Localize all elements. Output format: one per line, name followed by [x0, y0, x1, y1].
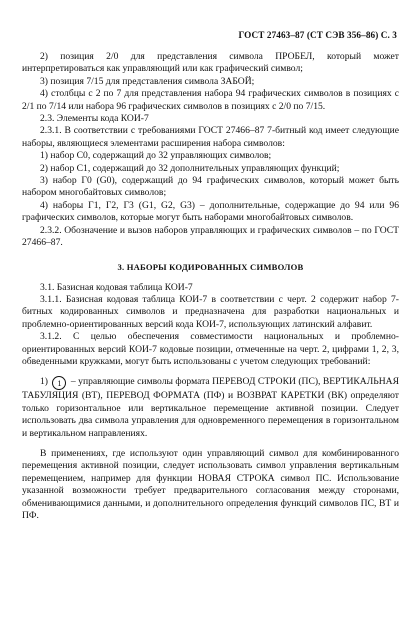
- list-item-3: 3) позиция 7/15 для представления символа ЗАБОЙ;: [40, 75, 255, 87]
- requirement-item-1: [22, 376, 399, 440]
- set-item-1: 1) набор С0, содержащий до 32 управляющих символов;: [40, 150, 272, 162]
- subsection-heading-3-1: 3.1. Базисная кодовая таблица КОИ-7: [40, 281, 193, 293]
- requirement-text: – управляющие символы формата ПЕРЕВОД СТРОКИ (ПС), ВЕРТИКАЛЬНАЯ ТАБУЛЯЦИЯ (ВТ), ПЕРЕВОД ФОРМАТА (ПФ) и ВОЗВРАТ КАРЕТКИ (ВК) определяют только горизонтальное или вертикальное перемещение активной позиции. Следует использовать два символа управления для одновременного перемещения в горизонтальном и вертикальном направлениях.: [22, 376, 399, 439]
- set-item-4: 4) наборы Г1, Г2, Г3 (G1, G2, G3) – дополнительные, содержащие до 94 или 96 графических символов, которые могут быть наборами многобайтовых символов.: [22, 199, 399, 224]
- set-item-2: 2) набор С1, содержащий до 32 дополнительных управляющих функций;: [40, 162, 340, 174]
- paragraph-2-3-1: 2.3.1. В соответствии с требованиями ГОСТ 27466–87 7-битный код имеет следующие наборы, являющиеся элементами расширения набора символов:: [22, 125, 399, 149]
- item-number: 1): [40, 376, 48, 388]
- list-item-4: 4) столбцы с 2 по 7 для представления набора 94 графических символов в позициях с 2/1 по 7/14 или набора 96 графических символов в позициях с 2/0 по 7/15.: [22, 88, 399, 112]
- section-title-3: 3. НАБОРЫ КОДИРОВАННЫХ СИМВОЛОВ: [117, 261, 304, 272]
- paragraph-3-1-1: 3.1.1. Базисная кодовая таблица КОИ-7 в соответствии с черт. 2 содержит набор 7-битных кодированных символов и предназначена для разработки национальных и проблемно-ориентированных версий кода КОИ-7, использующих латинский алфавит.: [22, 293, 399, 330]
- circled-number-icon: 1: [52, 376, 66, 390]
- paragraph-2-3-2: 2.3.2. Обозначение и вызов наборов управляющих и графических символов – по ГОСТ 27466–87.: [22, 224, 399, 249]
- paragraph-applications: В применениях, где используют один управляющий символ для комбинированного перемещения активной позиции, следует использовать символ управления вертикальным перемещением, например для функции НОВАЯ СТРОКА символ ПС. Использование указанной возможности требует предварительного согласования между сторонами, обменивающимися данными, и дополнительного определения функций символов ПС, ВТ и ПФ.: [22, 447, 399, 521]
- page-header: ГОСТ 27463–87 (СТ СЭВ 356–86) С. 3: [238, 30, 397, 40]
- subsection-heading-2-3: 2.3. Элементы кода КОИ-7: [40, 113, 149, 125]
- paragraph-3-1-2: 3.1.2. С целью обеспечения совместимости национальных и проблемно-ориентированных версий КОИ-7 кодовые позиции, отмеченные на черт. 2, цифрами 1, 2, 3, обведенными кружками, могут быть использованы с учетом следующих требований:: [22, 331, 399, 367]
- list-item-2: 2) позиция 2/0 для представления символа ПРОБЕЛ, который может интерпретироваться как управляющий или как графический символ;: [22, 51, 399, 75]
- set-item-3: 3) набор Г0 (G0), содержащий до 94 графических символов, который может быть набором многобайтовых символов;: [22, 175, 399, 199]
